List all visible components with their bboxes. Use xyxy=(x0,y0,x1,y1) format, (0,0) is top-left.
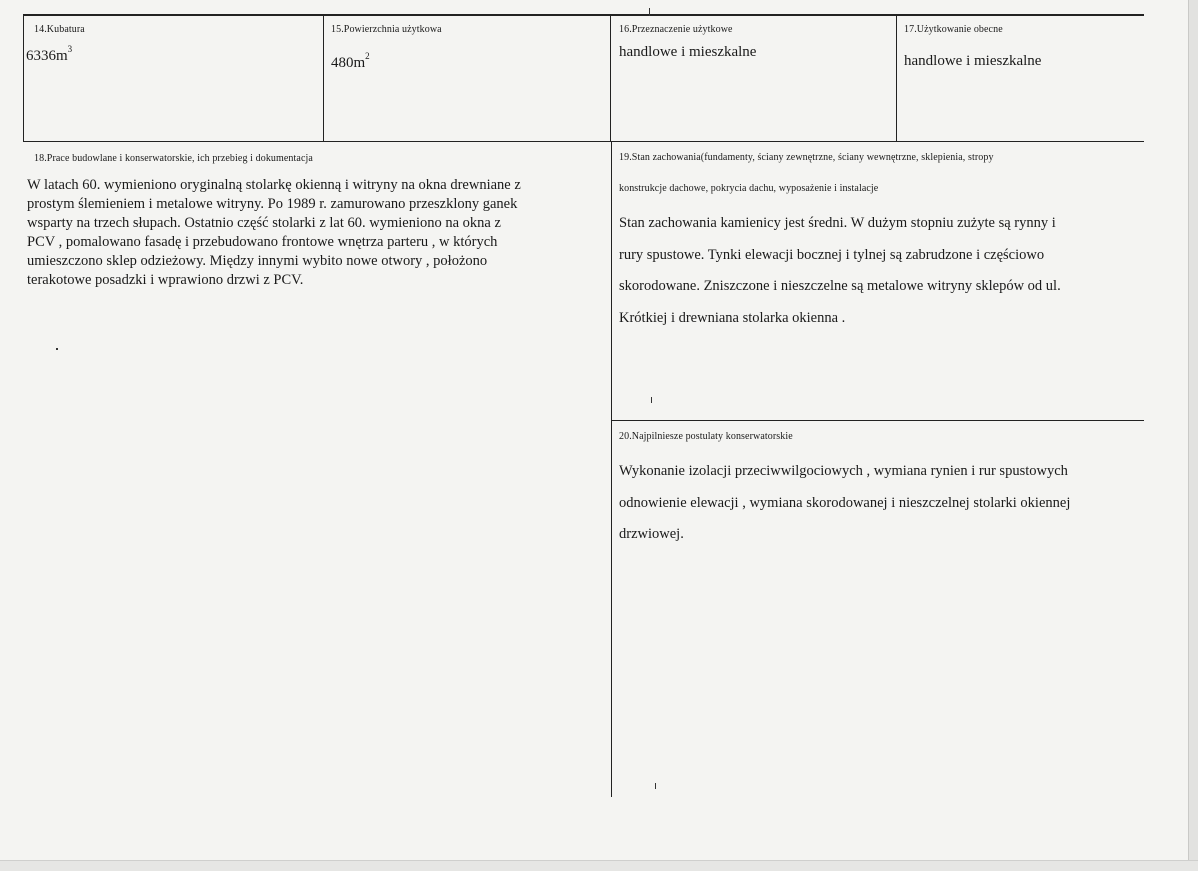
postulaty-label: 20.Najpilniesze postulaty konserwatorskie xyxy=(619,431,793,442)
scan-speck xyxy=(649,8,650,16)
uzytkowanie-value: handlowe i mieszkalne xyxy=(904,53,1042,69)
page-edge-bottom xyxy=(0,860,1198,871)
powierzchnia-number: 480m xyxy=(331,55,366,71)
row-divider xyxy=(23,141,1144,142)
text-line: prostym ślemieniem i metalowe witryny. Po 1989 r. zamurowano przeszklony ganek xyxy=(27,196,518,212)
powierzchnia-exponent: 2 xyxy=(365,51,370,61)
text-line: drzwiowej. xyxy=(619,526,684,542)
scan-speck xyxy=(651,397,652,403)
divider-15-16 xyxy=(610,14,611,142)
powierzchnia-value xyxy=(331,53,370,72)
text-line: odnowienie elewacji , wymiana skorodowanej i nieszczelnej stolarki okiennej xyxy=(619,494,1071,511)
kubatura-exponent: 3 xyxy=(67,44,73,54)
stan-zachowania-label: 19.Stan zachowania(fundamenty, ściany zewnętrzne, ściany wewnętrzne, sklepienia, stropy xyxy=(619,152,994,163)
text-line: W latach 60. wymieniono oryginalną stolarkę okienną i witryny na okna drewniane z xyxy=(27,177,521,193)
stan-zachowania-text xyxy=(619,208,1159,334)
left-rule xyxy=(23,14,24,142)
scan-speck xyxy=(655,783,656,789)
przeznaczenie-label: 16.Przeznaczenie użytkowe xyxy=(619,24,733,35)
prace-budowlane-text xyxy=(27,176,612,290)
postulaty-text xyxy=(619,456,1143,551)
page-edge-right xyxy=(1188,0,1198,870)
powierzchnia-label: 15.Powierzchnia użytkowa xyxy=(331,24,442,35)
kubatura-number: 6336m xyxy=(26,48,68,64)
divider-19-20 xyxy=(611,420,1144,421)
text-line: skorodowane. Zniszczone i nieszczelne są metalowe witryny sklepów od ul. xyxy=(619,278,1061,294)
divider-14-15 xyxy=(323,14,324,142)
stan-zachowania-label-cont: konstrukcje dachowe, pokrycia dachu, wyposażenie i instalacje xyxy=(619,183,879,194)
prace-budowlane-label: 18.Prace budowlane i konserwatorskie, ich przebieg i dokumentacja xyxy=(34,153,313,164)
text-line: terakotowe posadzki i wprawiono drzwi z PCV. xyxy=(27,272,304,288)
kubatura-label: 14.Kubatura xyxy=(34,24,85,35)
text-line: PCV , pomalowano fasadę i przebudowano frontowe wnętrza parteru , w których xyxy=(27,234,498,250)
text-line: umieszczono sklep odzieżowy. Między innymi wybito nowe otwory , położono xyxy=(27,253,488,269)
text-line: Stan zachowania kamienicy jest średni. W dużym stopniu zużyte są rynny i xyxy=(619,215,1056,231)
uzytkowanie-label: 17.Użytkowanie obecne xyxy=(904,24,1003,35)
text-line: rury spustowe. Tynki elewacji bocznej i tylnej są zabrudzone i częściowo xyxy=(619,246,1045,263)
divider-16-17 xyxy=(896,14,897,142)
text-line: Wykonanie izolacji przeciwwilgociowych , wymiana rynien i rur spustowych xyxy=(619,463,1068,479)
text-line: wsparty na trzech słupach. Ostatnio część stolarki z lat 60. wymieniono na okna z xyxy=(27,215,501,231)
top-rule xyxy=(23,14,1144,16)
przeznaczenie-value: handlowe i mieszkalne xyxy=(619,44,757,60)
kubatura-value xyxy=(26,46,72,65)
scan-speck xyxy=(56,348,58,350)
text-line: Krótkiej i drewniana stolarka okienna . xyxy=(619,309,846,326)
